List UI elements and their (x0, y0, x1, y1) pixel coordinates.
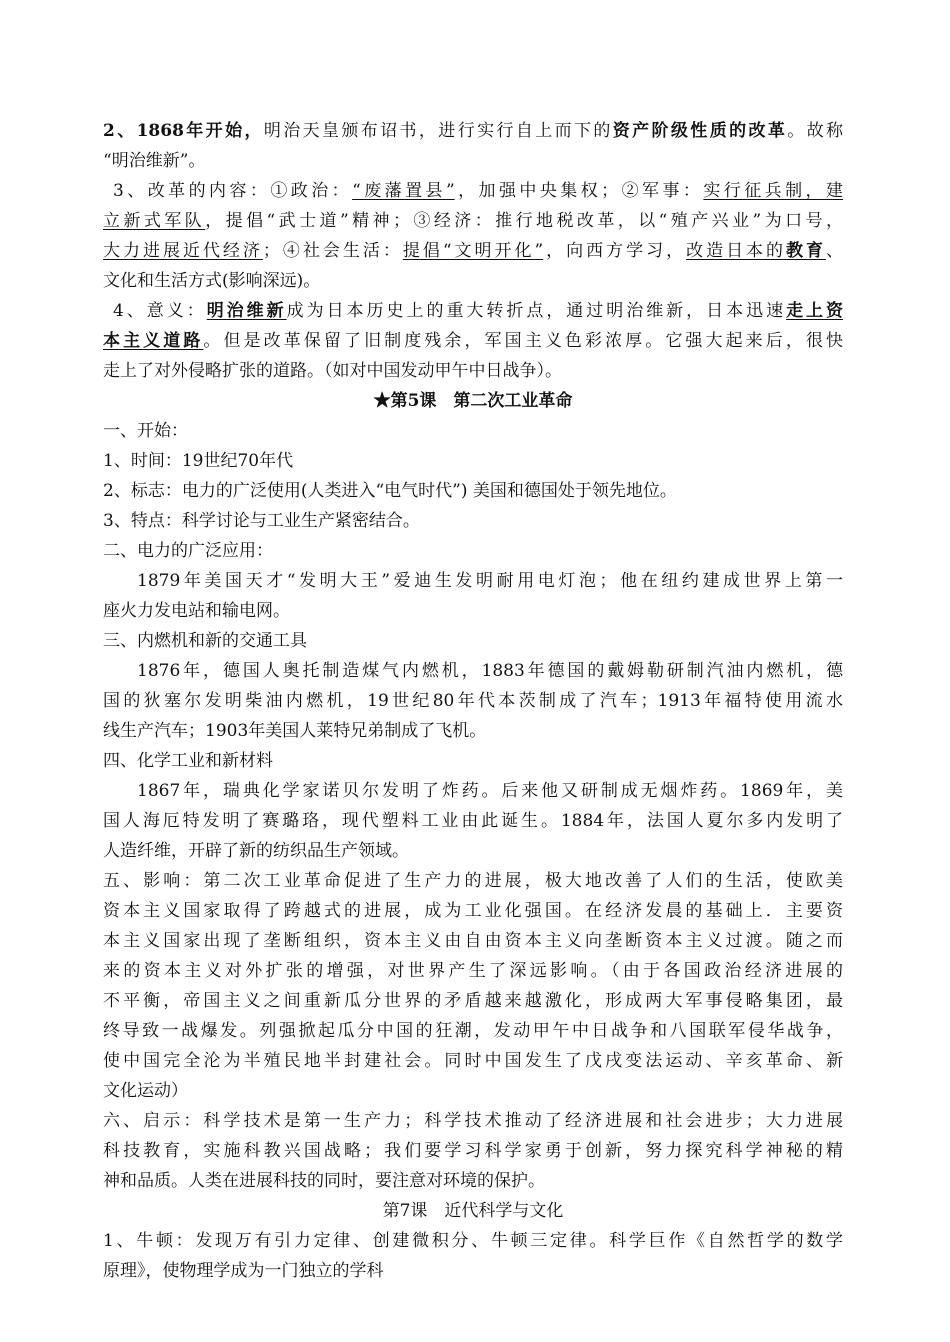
bourgeois-reform-emphasis: 资产阶级性质的改革 (612, 121, 788, 141)
meiji-point-3-line-2 (103, 206, 843, 236)
meiji-point-4-line-3: 走上了对外侵略扩张的道路。（如对中国发动甲午中日战争）。 (103, 361, 562, 381)
underlined-term: 提倡“文明开化” (402, 241, 544, 261)
section-heading: 二、电力的广泛应用： (103, 541, 273, 561)
section-heading: 一、开始： (103, 421, 188, 441)
text-span: 明治天皇颁布诏书，进行实行自上而下的 (263, 121, 613, 141)
text-span: 。故称 (787, 121, 843, 141)
text-span: ，向西方学习， (543, 241, 687, 261)
paragraph-line: 五、影响：第二次工业革命促进了生产力的进展，极大地改善了人们的生活，使欧美 (103, 871, 843, 891)
underlined-term: 改造日本的 (686, 241, 787, 261)
text-span: 3、改革的内容：①政治： (113, 181, 353, 201)
lesson-7-title: 第7课 近代科学与文化 (382, 1201, 564, 1221)
paragraph-line: 使中国完全沦为半殖民地半封建社会。同时中国发生了戊戌变法运动、辛亥革命、新 (103, 1051, 843, 1071)
paragraph-line: 人造纤维，开辟了新的纺织品生产领域。 (103, 841, 409, 861)
paragraph-line: 资本主义国家取得了跨越式的进展，成为工业化强国。在经济发晨的基础上．主要资 (103, 901, 843, 921)
paragraph-line: 神和品质。人类在进展科技的同时，要注意对环境的保护。 (103, 1171, 545, 1191)
paragraph-line: 1、牛顿：发现万有引力定律、创建微积分、牛顿三定律。科学巨作《自然哲学的数学 (103, 1231, 843, 1251)
underlined-term: 立新式军队 (103, 211, 206, 231)
meiji-point-2-line-2: “明治维新”。 (103, 151, 206, 171)
section-heading: 四、化学工业和新材料 (103, 751, 273, 771)
text-span: ，提倡“武士道”精神；③经济：推行地税改革，以“殖产兴业”为口号， (205, 211, 843, 231)
meiji-point-3-line-3 (103, 236, 843, 266)
text-span: 。但是改革保留了旧制度残余，军国主义色彩浓厚。它强大起来后，很快 (203, 331, 843, 351)
paragraph-line: 六、启示：科学技术是第一生产力；科学技术推动了经济进展和社会进步；大力进展 (103, 1111, 843, 1131)
text-span: 成为日本历史上的重大转折点，通过明治维新，日本迅速 (286, 301, 787, 321)
paragraph-line: 1867年，瑞典化学家诺贝尔发明了炸药。后来他又研制成无烟炸药。1869年，美 (137, 781, 843, 801)
document-body (103, 116, 843, 1286)
meiji-point-3-line-4: 文化和生活方式(影响深远)。 (103, 271, 321, 291)
list-item: 1、时间：19世纪70年代 (103, 451, 294, 471)
paragraph-line: 科技教育，实施科教兴国战略；我们要学习科学家勇于创新，努力探究科学神秘的精 (103, 1141, 843, 1161)
paragraph-line: 本主义国家出现了垄断组织，资本主义由自由资本主义向垄断资本主义过渡。随之而 (103, 931, 843, 951)
lesson-5-title: ★第5课 第二次工业革命 (373, 391, 573, 411)
text-span: 4、意义： (113, 301, 207, 321)
paragraph-line: 终导致一战爆发。列强掀起瓜分中国的狂潮，发动甲午中日战争和八国联军侵华战争， (103, 1021, 843, 1041)
meiji-point-4-line-1 (103, 296, 843, 326)
underlined-term: 大力进展近代经济 (103, 241, 263, 261)
text-span: ；④社会生活： (262, 241, 403, 261)
underlined-term: “废藩置县” (352, 181, 455, 201)
list-item: 2、标志：电力的广泛使用(人类进入“电气时代”) 美国和德国处于领先地位。 (103, 481, 677, 501)
meiji-point-4-line-2 (103, 326, 843, 356)
education-emphasis: 教育 (786, 241, 827, 261)
list-item: 3、特点：科学讨论与工业生产紧密结合。 (103, 511, 420, 531)
meiji-point-2-line-1 (103, 116, 843, 146)
paragraph-line: 线生产汽车；1903年美国人莱特兄弟制成了飞机。 (103, 721, 487, 741)
capitalist-road-emphasis: 走上资 (786, 301, 843, 321)
capitalist-road-emphasis: 本主义道路 (103, 331, 204, 351)
paragraph-line: 国的狄塞尔发明柴油内燃机，19世纪80年代本茨制成了汽车；1913年福特使用流水 (103, 691, 843, 711)
paragraph-line: 原理》，使物理学成为一门独立的学科 (103, 1261, 384, 1281)
paragraph-line: 来的资本主义对外扩张的增强，对世界产生了深远影响。（由于各国政治经济进展的 (103, 961, 843, 981)
underlined-term: 实行征兵制，建 (703, 181, 843, 201)
paragraph-line: 国人海厄特发明了赛璐珞，现代塑料工业由此诞生。1884年，法国人夏尔多内发明了 (103, 811, 843, 831)
paragraph-line: 不平衡，帝国主义之间重新瓜分世界的矛盾越来越激化，形成两大军事侵略集团，最 (103, 991, 843, 1011)
paragraph-line: 1876年，德国人奥托制造煤气内燃机，1883年德国的戴姆勒研制汽油内燃机，德 (137, 661, 843, 681)
meiji-restoration-emphasis: 明治维新 (206, 301, 287, 321)
paragraph-line: 文化运动） (103, 1081, 188, 1101)
text-span: 、 (826, 241, 843, 261)
meiji-start-year: 2、1868年开始， (103, 121, 264, 141)
paragraph-line: 座火力发电站和输电网。 (103, 601, 290, 621)
paragraph-line: 1879年美国天才“发明大王”爱迪生发明耐用电灯泡；他在纽约建成世界上第一 (137, 571, 843, 591)
meiji-point-3-line-1 (103, 176, 843, 206)
section-heading: 三、内燃机和新的交通工具 (103, 631, 307, 651)
text-span: ，加强中央集权；②军事： (454, 181, 704, 201)
